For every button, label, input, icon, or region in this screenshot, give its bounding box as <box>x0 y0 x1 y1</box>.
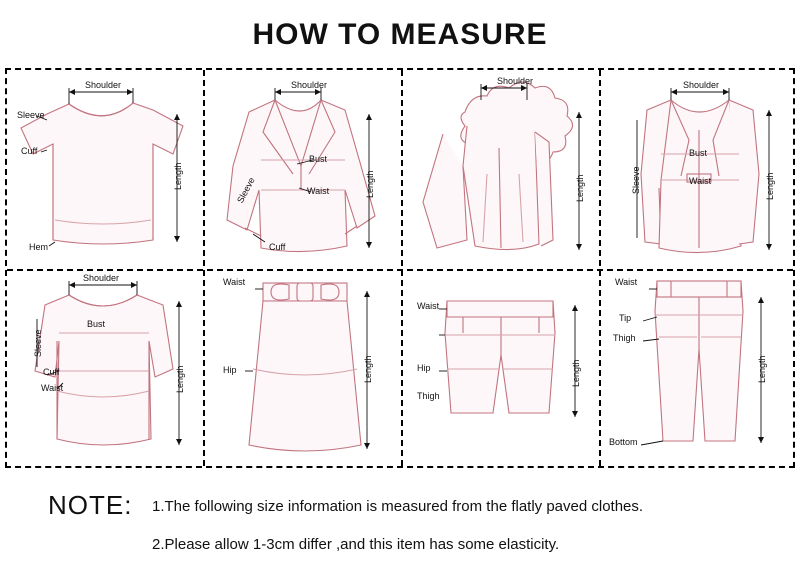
label-shoulder: Shoulder <box>83 273 120 283</box>
diagram-skirt <box>205 271 401 470</box>
diagram-fur-coat <box>403 70 599 269</box>
label-tip: Tip <box>619 313 632 323</box>
label-hip: Hip <box>223 365 237 375</box>
label-length: Length <box>173 162 183 190</box>
label-cuff: Cuff <box>43 367 60 377</box>
label-length: Length <box>365 170 375 198</box>
label-waist: Waist <box>615 277 638 287</box>
label-shoulder: Shoulder <box>683 80 720 90</box>
label-cuff: Cuff <box>269 242 286 252</box>
label-waist: Waist <box>689 176 712 186</box>
label-length: Length <box>575 174 585 202</box>
label-sleeve: Sleeve <box>17 110 45 120</box>
label-waist: Waist <box>41 383 64 393</box>
label-shoulder: Shoulder <box>291 80 328 90</box>
diagram-blazer <box>205 70 401 269</box>
label-length: Length <box>765 172 775 200</box>
label-sleeve: Sleeve <box>33 329 43 357</box>
label-hem: Hem <box>29 242 49 252</box>
label-shoulder: Shoulder <box>85 80 122 90</box>
diagram-tshirt <box>7 70 203 269</box>
note-line-2: 2.Please allow 1-3cm differ ,and this item has some elasticity. <box>152 536 560 553</box>
diagram-trench-coat <box>601 70 797 269</box>
label-cuff: Cuff <box>21 146 38 156</box>
label-sleeve: Sleeve <box>631 166 641 194</box>
diagram-pants <box>601 271 797 470</box>
label-length: Length <box>175 365 185 393</box>
label-sleeve: Sleeve <box>235 175 257 205</box>
label-bust: Bust <box>87 319 106 329</box>
label-hip: Hip <box>417 363 431 373</box>
label-bust: Bust <box>309 154 328 164</box>
label-bottom: Bottom <box>609 437 638 447</box>
label-length: Length <box>757 355 767 383</box>
label-thigh: Thigh <box>613 333 636 343</box>
label-thigh: Thigh <box>417 391 440 401</box>
label-bust: Bust <box>689 148 708 158</box>
diagram-dress <box>7 271 203 470</box>
page-title: HOW TO MEASURE <box>252 18 548 51</box>
note-section <box>0 478 800 586</box>
label-waist: Waist <box>307 186 330 196</box>
measure-grid <box>5 68 795 468</box>
note-line-1: 1.The following size information is measured from the flatly paved clothes. <box>152 498 644 515</box>
diagram-shorts <box>403 271 599 470</box>
label-shoulder: Shoulder <box>497 76 534 86</box>
label-waist: Waist <box>417 301 440 311</box>
note-label: NOTE: <box>48 490 133 520</box>
label-waist: Waist <box>223 277 246 287</box>
label-length: Length <box>363 355 373 383</box>
label-length: Length <box>571 359 581 387</box>
